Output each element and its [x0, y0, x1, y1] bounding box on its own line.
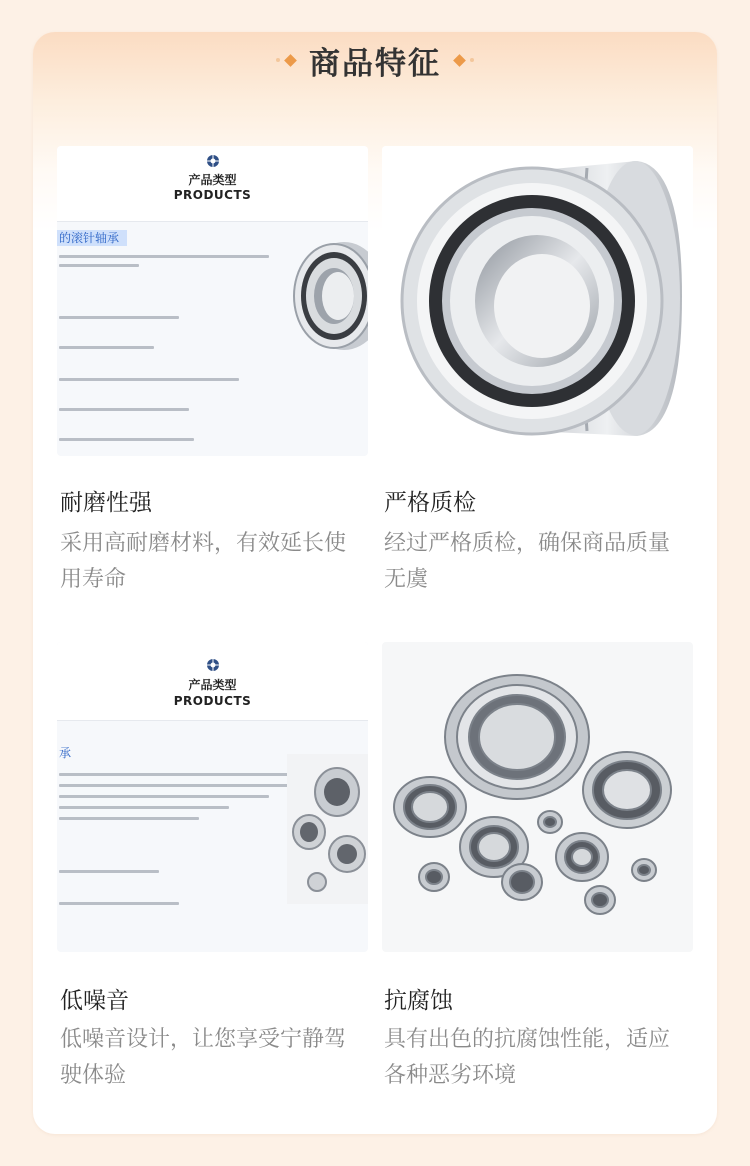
feature-title: 低噪音 [60, 988, 129, 1014]
bearing-group-small-icon [287, 754, 368, 904]
doc-highlight: 的滚针轴承 [57, 230, 127, 246]
feature-title: 抗腐蚀 [384, 988, 453, 1014]
section-heading [0, 38, 750, 82]
feature-desc: 具有出色的抗腐蚀性能，适应各种恶劣环境 [384, 1027, 671, 1088]
gear-logo-icon [206, 658, 220, 672]
doc-highlight: 承 [59, 746, 72, 760]
gear-logo-icon [206, 154, 220, 168]
feature-desc: 经过严格质检，确保商品质量无虞 [384, 531, 671, 592]
feature-title: 严格质检 [384, 490, 476, 516]
feature-desc: 采用高耐磨材料，有效延长使用寿命 [60, 531, 347, 592]
doc-heading-cn: 产品类型 [188, 678, 237, 692]
feature-image-quality-inspection[interactable] [382, 146, 693, 456]
bearing-small-icon [289, 234, 368, 354]
feature-image-corrosion-resistance[interactable] [382, 642, 693, 952]
section-title: 商品特征 [309, 45, 441, 82]
heading-decoration-left [276, 56, 295, 65]
doc-heading-en: PRODUCTS [173, 694, 252, 708]
doc-heading-cn: 产品类型 [188, 173, 237, 187]
feature-image-wear-resistance[interactable] [57, 146, 368, 456]
feature-desc: 低噪音设计，让您享受宁静驾驶体验 [60, 1027, 347, 1088]
feature-image-low-noise[interactable] [57, 642, 368, 952]
feature-title: 耐磨性强 [60, 490, 152, 516]
bearing-photo-icon [382, 146, 693, 456]
heading-decoration-right [455, 56, 474, 65]
doc-heading-en: PRODUCTS [173, 188, 252, 202]
bearing-group-photo-icon [382, 642, 693, 952]
